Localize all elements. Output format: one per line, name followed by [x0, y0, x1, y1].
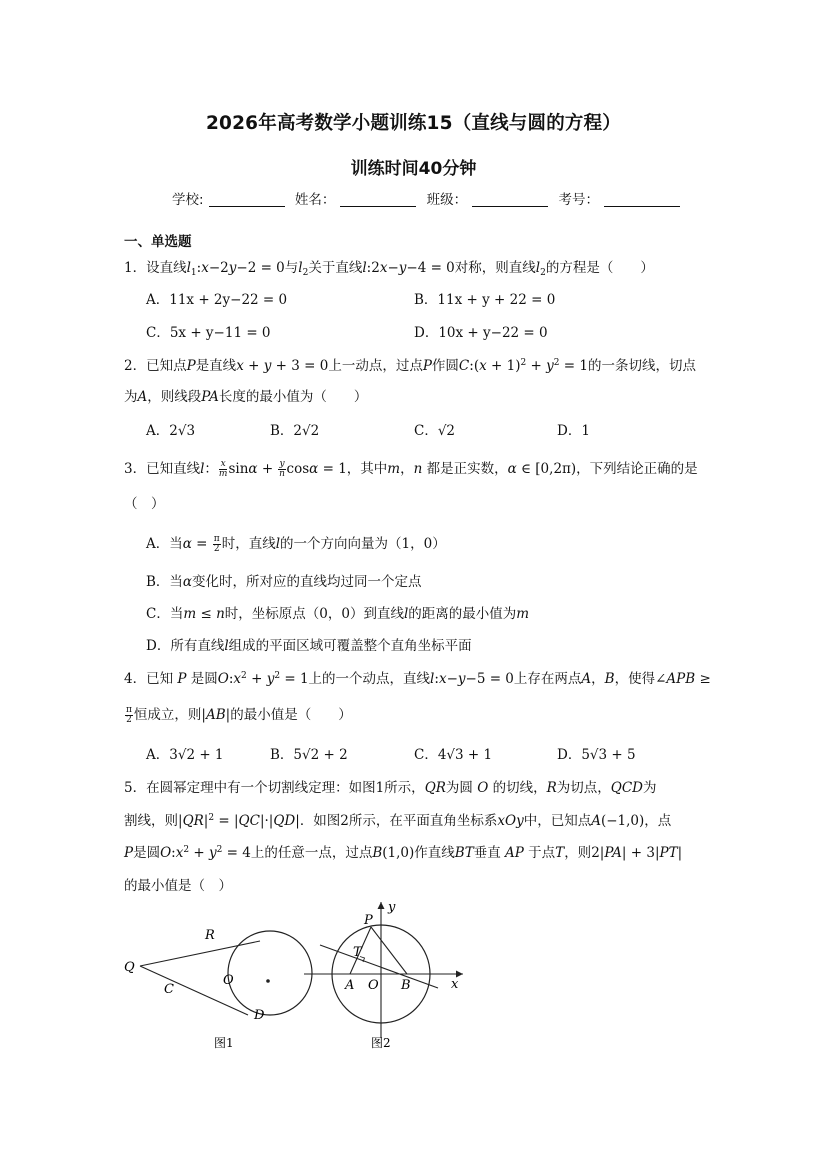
fig2-label-a: A — [345, 978, 355, 993]
fig1-circle — [228, 931, 312, 1015]
document-subtitle: 训练时间40分钟 — [350, 159, 477, 179]
question-2-option-b[interactable]: B．2√2 — [270, 423, 320, 439]
question-4-option-c[interactable]: C．4√3 + 1 — [414, 747, 493, 763]
fig2-label-p: P — [364, 913, 373, 928]
question-4-option-b[interactable]: B．5√2 + 2 — [270, 747, 348, 763]
question-5-stem-line1: 5．在圆幂定理中有一个切割线定理：如图1所示，QR为圆 O 的切线，R为切点，QCD为 — [124, 780, 657, 796]
fig1-center-dot — [266, 979, 270, 983]
figure-2 — [304, 900, 463, 1050]
student-info-row — [172, 188, 686, 208]
fig2-label-x: x — [451, 977, 459, 992]
question-3-stem-line2: （ ） — [124, 496, 165, 512]
section-heading: 一、单选题 — [124, 234, 192, 250]
fig1-label-q: Q — [124, 960, 135, 975]
exam-number-field[interactable] — [604, 192, 680, 207]
fig2-label-o: O — [368, 978, 379, 993]
question-1-option-a[interactable]: A．11x + 2y−22 = 0 — [146, 292, 288, 308]
question-5-figures — [118, 898, 478, 1058]
document-title: 2026年高考数学小题训练15（直线与圆的方程） — [205, 113, 622, 134]
question-5-stem-line4: 的最小值是（ ） — [124, 878, 232, 894]
class-label: 班级： — [426, 192, 468, 208]
class-field[interactable] — [472, 192, 548, 207]
question-2-stem-line1: 2．已知点P是直线x + y + 3 = 0上一动点，过点P作圆C:(x + $1)^2 + y^2 = 1$的一条切线，切点 — [124, 358, 696, 374]
question-1-stem: 1．设直线$l_1:x-2y-2 = 0$与$l_2$关于直线l:2x−y−4 = 0对称，则直线$l_2$的方程是（ ） — [124, 260, 654, 278]
fig2-line-bt — [320, 945, 438, 988]
school-field[interactable] — [209, 192, 285, 207]
school-label: 学校: — [172, 192, 204, 208]
fig1-label-d: D — [254, 1008, 265, 1023]
fig1-label-r: R — [205, 928, 215, 943]
fig2-y-axis-arrow-icon — [378, 902, 385, 909]
fig2-caption: 图2 — [371, 1036, 391, 1050]
exam-number-label: 考号： — [558, 192, 599, 208]
question-2-option-d[interactable]: D．1 — [557, 423, 590, 439]
question-3-stem-line1: 3．已知直线l： $\frac{x}{m}$ sinα + $\frac{y}{n}$ cosα = 1，其中m，n 都是正实数，α ∈ [0,2π)，下列结论正确的是 — [124, 459, 698, 479]
question-2-option-a[interactable]: A．2√3 — [146, 423, 196, 439]
question-1-option-c[interactable]: C．5x + y−11 = 0 — [146, 325, 271, 341]
question-2-option-c[interactable]: C．√2 — [414, 423, 456, 439]
question-2-stem-line2: 为A，则线段PA长度的最小值为（ ） — [124, 389, 368, 405]
question-3-option-d[interactable]: D．所有直线l组成的平面区域可覆盖整个直角坐标平面 — [146, 638, 472, 654]
question-1-option-d[interactable]: D．10x + y−22 = 0 — [414, 325, 548, 341]
fig2-line-pb — [371, 927, 407, 974]
fig1-label-c: C — [164, 982, 174, 997]
question-1-option-b[interactable]: B．11x + y + 22 = 0 — [414, 292, 556, 308]
fig1-tangent-line — [140, 941, 260, 966]
question-4-stem-line2: $\frac{\pi}{2}$ 恒成立，则|AB|的最小值是（ ） — [126, 705, 352, 725]
question-3-option-c[interactable]: C．当m ≤ n时，坐标原点（0，0）到直线l的距离的最小值为m — [146, 606, 530, 622]
question-5-stem-line3: P是圆$O:x^2 + y^2 = 4$上的任意一点，过点B(1,0)作直线BT垂直 AP 于点T，则2|PA| + 3|PT| — [124, 845, 683, 861]
question-4-option-a[interactable]: A．3√2 + 1 — [146, 747, 224, 763]
question-4-option-d[interactable]: D．5√3 + 5 — [557, 747, 636, 763]
question-3-option-a[interactable]: A．当α = $\frac{\pi}{2}$ 时，直线l的一个方向向量为（1，0） — [146, 534, 446, 554]
question-4-stem-line1: 4．已知 P 是圆$O:x^2 + y^2 = 1$上的一个动点，直线l:x−y−5 = 0上存在两点A，B，使得∠APB ≥ — [124, 671, 711, 687]
name-field[interactable] — [340, 192, 416, 207]
question-5-stem-line2: 割线，则$|QR|^2 = |QC|\cdot|QD|$．如图2所示，在平面直角坐标系xOy中，已知点A(−1,0)，点 — [124, 813, 672, 829]
fig2-label-b: B — [401, 978, 411, 993]
fig1-label-o: O — [223, 973, 234, 988]
name-label: 姓名： — [294, 192, 336, 208]
fig1-caption: 图1 — [214, 1036, 234, 1050]
question-3-option-b[interactable]: B．当α变化时，所对应的直线均过同一个定点 — [146, 574, 422, 590]
fig2-label-y: y — [388, 900, 396, 915]
figure-1 — [124, 928, 312, 1050]
fig2-label-t: T — [353, 945, 362, 960]
